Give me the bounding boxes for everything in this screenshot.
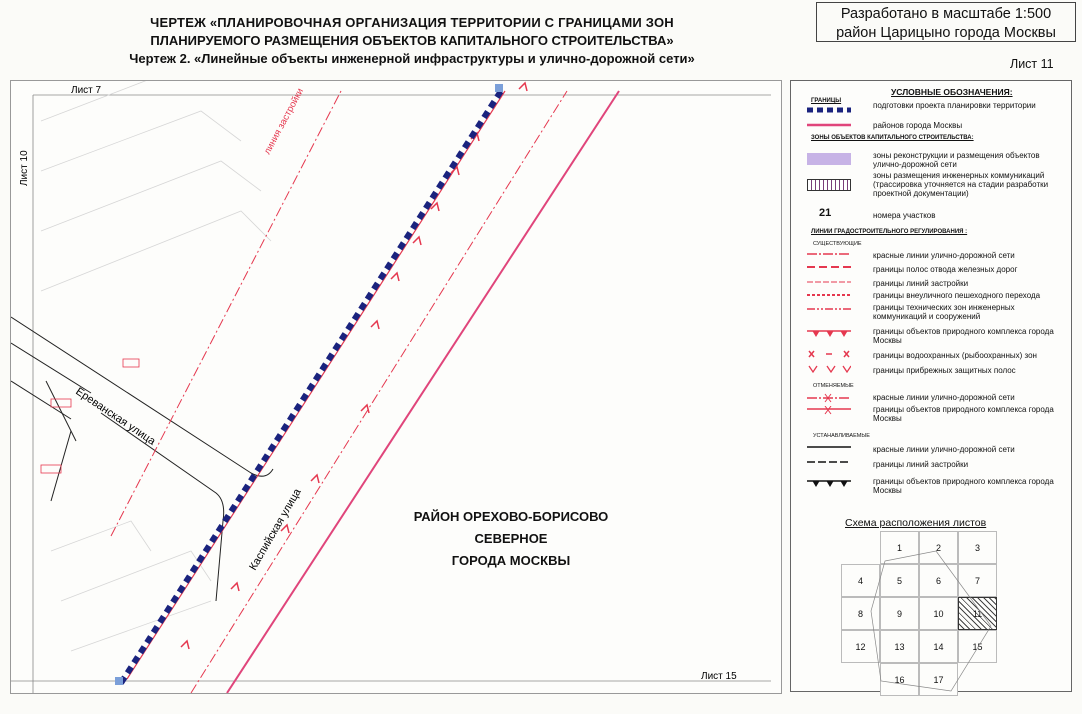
legend-s3-symbol: [807, 478, 851, 488]
legend-e8-symbol: [807, 364, 851, 374]
title-line-2: ПЛАНИРУЕМОГО РАЗМЕЩЕНИЯ ОБЪЕКТОВ КАПИТАЛЬНОГО СТРОИТЕЛЬСТВА»: [150, 33, 674, 48]
title-line-1: ЧЕРТЕЖ «ПЛАНИРОВОЧНАЯ ОРГАНИЗАЦИЯ ТЕРРИТОРИИ С ГРАНИЦАМИ ЗОН: [150, 15, 674, 30]
legend-e2-symbol: [807, 262, 851, 272]
sheet-bottom-label: Лист 15: [701, 671, 737, 682]
sheet-cell[interactable]: 8: [841, 597, 880, 630]
legend-zone-hatched-symbol: [807, 179, 851, 191]
building-line-label: линия застройки: [261, 86, 307, 157]
road-outlines: [11, 317, 273, 601]
sheet-cell[interactable]: 13: [880, 630, 919, 663]
legend-e1-symbol: [807, 249, 851, 259]
legend-s1-symbol: [807, 442, 851, 452]
legend-e4: границы внеуличного пешеходного перехода: [873, 291, 1041, 300]
sheet-cell[interactable]: 5: [880, 564, 919, 597]
sheet-cell[interactable]: 16: [880, 663, 919, 696]
scale-box: [816, 2, 1076, 42]
sheet-left-label: Лист 10: [19, 150, 30, 186]
sheet-cell[interactable]: 9: [880, 597, 919, 630]
sheet-cell[interactable]: 17: [919, 663, 958, 696]
legend-e4-symbol: [807, 290, 851, 300]
legend-blue-boundary-symbol: [807, 105, 851, 115]
map-canvas: [11, 81, 781, 693]
legend-z2: зоны размещения инженерных коммуникаций (трассировка уточняется на стадии разработки проектной документации): [873, 171, 1049, 198]
legend-e3-symbol: [807, 277, 851, 287]
building-outlines: [41, 81, 271, 651]
legend-zones-head: ЗОНЫ ОБЪЕКТОВ КАПИТАЛЬНОГО СТРОИТЕЛЬСТВА:: [811, 135, 974, 141]
legend-plot-number-text: номера участков: [873, 211, 936, 220]
legend-e2: границы полос отвода железных дорог: [873, 265, 1018, 274]
sheet-number: Лист 11: [1010, 57, 1054, 71]
map-area[interactable]: [10, 80, 782, 694]
district-line-2: СЕВЕРНОЕ: [474, 531, 548, 546]
sheet-cell[interactable]: 12: [841, 630, 880, 663]
legend-s2-symbol: [807, 457, 851, 467]
legend-c1-symbol: [807, 393, 851, 403]
legend-zone-violet-symbol: [807, 153, 851, 165]
legend-e1: красные линии улично-дорожной сети: [873, 251, 1015, 260]
legend-cancelled-head: ОТМЕНЯЕМЫЕ: [813, 383, 854, 389]
legend-c1: красные линии улично-дорожной сети: [873, 393, 1015, 402]
sheet-cell[interactable]: 4: [841, 564, 880, 597]
sheet-cell[interactable]: 1: [880, 531, 919, 564]
title-line-3: Чертеж 2. «Линейные объекты инженерной инфраструктуры и улично-дорожной сети»: [129, 51, 695, 66]
boundary-corner-top: [495, 84, 503, 92]
drawing-title: [92, 14, 732, 68]
sheet-cell[interactable]: 10: [919, 597, 958, 630]
legend-title: УСЛОВНЫЕ ОБОЗНАЧЕНИЯ:: [891, 87, 1013, 97]
legend-pink-boundary-symbol: [807, 120, 851, 130]
legend-z1: зоны реконструкции и размещения объектов улично-дорожной сети: [873, 151, 1040, 169]
sheet-cell[interactable]: 2: [919, 531, 958, 564]
legend-b2: районов города Москвы: [873, 121, 963, 130]
sheet-scheme-title: Схема расположения листов: [845, 517, 987, 529]
sheet-scheme-outline: [841, 531, 1001, 701]
legend-boundaries-head: ГРАНИЦЫ: [811, 98, 842, 104]
legend-existing-head: СУЩЕСТВУЮЩИЕ: [813, 241, 862, 247]
district-boundary-line: [227, 91, 619, 693]
legend-s1: красные линии улично-дорожной сети: [873, 445, 1015, 454]
legend-e8: границы прибрежных защитных полос: [873, 366, 1016, 375]
legend-s3: границы объектов природного комплекса города Москвы: [873, 477, 1054, 495]
sheet-cell-current[interactable]: 11: [958, 597, 997, 630]
legend-e7: границы водоохранных (рыбоохранных) зон: [873, 351, 1037, 360]
sheet-cell[interactable]: 3: [958, 531, 997, 564]
legend-e5: границы технических зон инженерных коммуникаций и сооружений: [873, 303, 1015, 321]
sheet-cell[interactable]: 6: [919, 564, 958, 597]
legend-set-head: УСТАНАВЛИВАЕМЫЕ: [813, 433, 870, 439]
project-boundary-line: [121, 91, 501, 683]
district-line-1: РАЙОН ОРЕХОВО-БОРИСОВО: [413, 509, 609, 524]
legend-plot-number-symbol: 21: [819, 207, 832, 219]
district-text: район Царицыно города Москвы: [836, 25, 1056, 41]
legend-e6-symbol: [807, 328, 851, 338]
street-yerevan-label: Ереванская улица: [73, 385, 158, 448]
legend-e5-symbol: [807, 304, 851, 314]
legend-e3: границы линий застройки: [873, 279, 969, 288]
legend-c2: границы объектов природного комплекса города Москвы: [873, 405, 1054, 423]
sheet-cell[interactable]: 15: [958, 630, 997, 663]
sheet-cell[interactable]: 14: [919, 630, 958, 663]
legend-b1: подготовки проекта планировки территории: [873, 101, 1036, 110]
legend-s2: границы линий застройки: [873, 460, 969, 469]
building-line: [111, 91, 341, 536]
legend-c2-symbol: [807, 406, 851, 416]
sheet-top-label: Лист 7: [71, 85, 102, 96]
boundary-corner-bottom: [115, 677, 123, 685]
district-label: [361, 506, 661, 572]
scale-text: Разработано в масштабе 1:500: [840, 6, 1052, 22]
legend-panel: [790, 80, 1072, 692]
legend-lines-head: ЛИНИИ ГРАДОСТРОИТЕЛЬНОГО РЕГУЛИРОВАНИЯ :: [811, 229, 968, 235]
district-line-3: ГОРОДА МОСКВЫ: [451, 553, 571, 568]
red-line-right: [191, 91, 567, 693]
legend-e6: границы объектов природного комплекса города Москвы: [873, 327, 1054, 345]
street-kaspiyskaya-label: Каспийская улица: [247, 486, 304, 573]
sheet-cell[interactable]: 7: [958, 564, 997, 597]
legend-e7-symbol: [807, 349, 851, 359]
